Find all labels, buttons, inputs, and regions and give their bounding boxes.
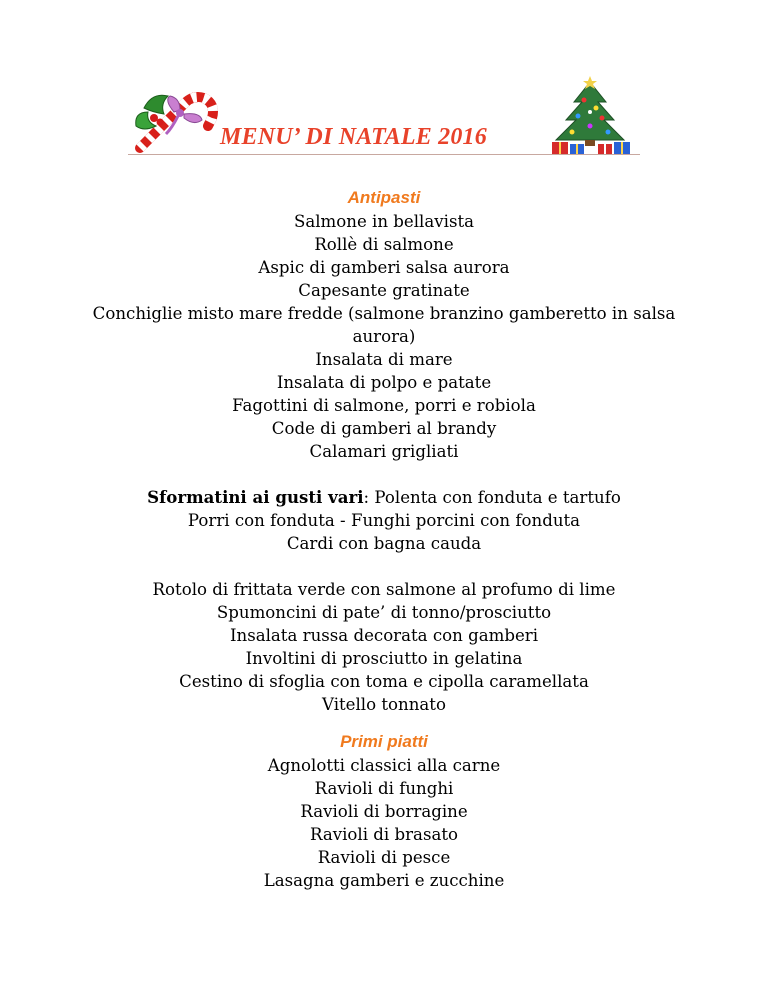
title-underline — [128, 154, 640, 155]
list-item: Calamari grigliati — [309, 442, 459, 461]
list-item: Insalata russa decorata con gamberi — [229, 626, 539, 645]
list-item: Ravioli di pesce — [317, 848, 451, 867]
list-item: Lasagna gamberi e zucchine — [263, 871, 505, 890]
sformatini-label: Sformatini ai gusti vari — [147, 487, 364, 507]
menu-header — [0, 0, 768, 160]
list-item: Conchiglie misto mare fredde (salmone branzino gamberetto in salsa aurora) — [92, 304, 676, 346]
sformatini-first-option: : Polenta con fonduta e tartufo — [363, 488, 621, 507]
list-item: Insalata di polpo e patate — [276, 373, 492, 392]
list-item: Rollè di salmone — [314, 235, 454, 254]
list-item: Porri con fonduta - Funghi porcini con fonduta — [187, 511, 581, 530]
sformatini-line — [0, 486, 768, 509]
sformatini-block — [0, 486, 768, 555]
list-item: Spumoncini di pate’ di tonno/prosciutto — [216, 603, 552, 622]
spacer — [0, 716, 768, 730]
list-item: Capesante gratinate — [298, 281, 470, 300]
list-item: Agnolotti classici alla carne — [267, 756, 501, 775]
list-item: Ravioli di funghi — [314, 779, 454, 798]
spacer — [0, 555, 768, 578]
spacer — [0, 463, 768, 486]
list-item: Cestino di sfoglia con toma e cipolla caramellata — [179, 672, 589, 691]
list-item: Rotolo di frittata verde con salmone al profumo di lime — [152, 580, 616, 599]
list-item: Fagottini di salmone, porri e robiola — [232, 396, 536, 415]
list-item: Involtini di prosciutto in gelatina — [245, 649, 523, 668]
list-item: Cardi con bagna cauda — [286, 534, 482, 553]
section-heading-primi: Primi piatti — [340, 732, 428, 751]
primi-list — [0, 754, 768, 892]
antipasti-list — [0, 210, 768, 463]
altri-antipasti-list — [0, 578, 768, 716]
list-item: Vitello tonnato — [322, 695, 446, 714]
list-item: Aspic di gamberi salsa aurora — [258, 258, 510, 277]
menu-body — [0, 186, 768, 892]
candy-cane-icon — [130, 82, 225, 154]
christmas-tree-icon — [544, 76, 636, 156]
list-item: Code di gamberi al brandy — [271, 419, 497, 438]
menu-title: MENU’ DI NATALE 2016 — [220, 124, 487, 150]
list-item: Salmone in bellavista — [293, 212, 475, 231]
section-heading-antipasti: Antipasti — [347, 188, 421, 207]
list-item: Insalata di mare — [315, 350, 453, 369]
list-item: Ravioli di borragine — [300, 802, 468, 821]
list-item: Ravioli di brasato — [309, 825, 459, 844]
